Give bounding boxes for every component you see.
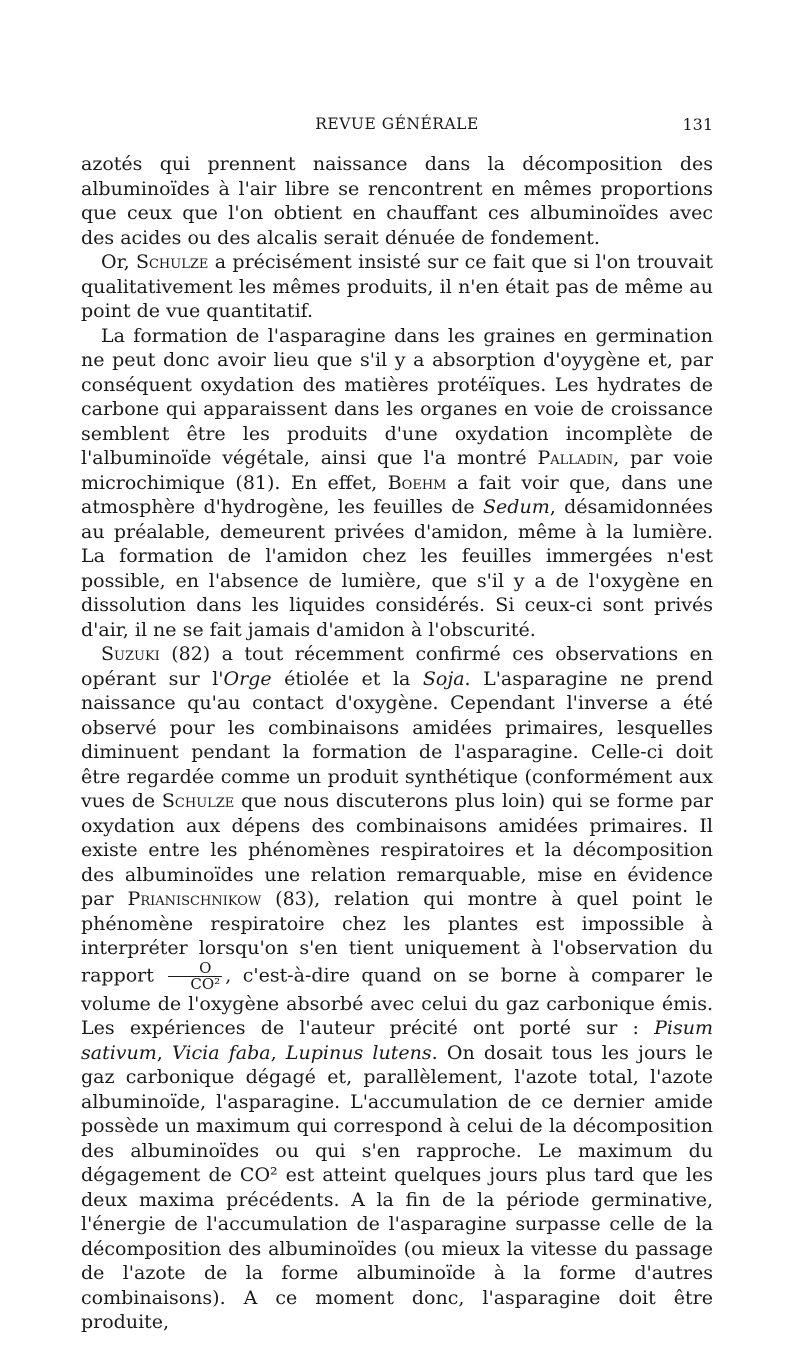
author-name: Schulze	[135, 251, 209, 273]
fraction-denominator: CO²	[190, 974, 221, 993]
paragraph-3-text-a: La formation de l'asparagine dans les graines en germination ne peut donc avoir lieu que s'il y a absorption d'oyygène et, par conséquent oxydation des matières protéïques. Les hydrates de carbone qui apparaissent dans les organes en voie de croissance semblent être les produits d'une oxydation incomplète de l'albuminoïde végétale, ainsi que l'a montré	[81, 324, 713, 469]
paragraph-4-text-i: . On dosait tous les jours le gaz carbonique dégagé et, parallèlement, l'azote total, l'azote albuminoïde, l'asparagine. L'accumulation de ce dernier amide possède un maximum qui correspond à celui de la décomposition des albuminoïdes ou qui s'en rapproche. Le maximum du dégagement de CO² est atteint quelques jours plus tard que les deux maxima précédents. A la fin de la période germinative, l'énergie de l'accumulation de l'asparagine surpasse celle de la décomposition des albuminoïdes (ou mieux la vitesse du passage de l'azote de la forme albuminoïde à la forme d'autres combinaisons). A ce moment donc, l'asparagine doit être produite,	[81, 1041, 713, 1333]
paragraph-1-text: azotés qui prennent naissance dans la décomposition des albuminoïdes à l'air libre se rencontrent en mêmes proportions que ceux que l'on obtient en chauffant ces albuminoïdes avec des acides ou des alcalis serait dénuée de fondement.	[81, 153, 713, 249]
paragraph-2-text-b: a précisément insisté sur ce fait que si l'on trouvait qualitativement les mêmes produits, il n'en était pas de même au point de vue quantitatif.	[81, 251, 713, 322]
paragraph-4-text-f: , c'est-à-dire quand on se borne à comparer le volume de l'oxygène absorbé avec celui du gaz carbonique émis. Les expériences de l'auteur précité ont porté sur :	[81, 964, 713, 1039]
page-header	[81, 115, 713, 137]
author-name: Palladin	[537, 447, 614, 469]
species-name: Orge	[223, 667, 272, 690]
paragraph-3	[81, 324, 713, 643]
paragraph-4-text-b: étiolée et la	[271, 667, 423, 690]
species-name: Lupinus lutens	[285, 1041, 432, 1064]
species-name: Pisum sativum	[81, 1017, 713, 1064]
paragraph-4-text-c: . L'asparagine ne prend naissance qu'au contact d'oxygène. Cependant l'inverse a été observé pour les combinaisons amidées primaires, lesquelles diminuent pendant la formation de l'asparagine. Celle-ci doit être regardée comme un produit synthétique (conformément aux vues de	[81, 667, 714, 812]
species-name: Soja	[422, 667, 465, 690]
fraction-numerator: O	[168, 961, 222, 977]
paragraph-4	[81, 642, 713, 1335]
paragraph-2	[81, 250, 713, 324]
author-name: Boehm	[387, 471, 447, 494]
species-name: Sedum	[483, 496, 550, 518]
species-name: Vicia faba	[172, 1041, 271, 1064]
paragraph-2-text-a: Or,	[101, 251, 136, 273]
page-number: 131	[682, 115, 713, 134]
paragraph-4-text-a: (82) a tout récemment confirmé ces observations en opérant sur l'	[81, 643, 713, 690]
paragraph-3-text-d: , désamidonnées au préalable, demeurent privées d'amidon, même à la lumière. La formation de l'amidon chez les feuilles immergées n'est possible, en l'absence de lumière, que s'il y a de l'oxygène en dissolution dans les liquides considérés. Si ceux-ci sont privés d'air, il ne se fait jamais d'amidon à l'obscurité.	[81, 496, 713, 641]
body-text	[81, 152, 713, 1335]
author-name: Suzuki	[101, 643, 160, 665]
author-name: Prianischnikow	[127, 888, 262, 910]
running-title: REVUE GÉNÉRALE	[315, 115, 479, 133]
author-name: Schulze	[161, 790, 235, 812]
paragraph-4-text-h: ,	[270, 1041, 286, 1064]
paragraph-1	[81, 152, 713, 250]
paragraph-3-text-c: a fait voir que, dans une atmosphère d'hydrogène, les feuilles de	[81, 471, 713, 518]
paragraph-3-text-b: , par voie microchimique (81). En effet,	[81, 447, 713, 494]
paragraph-4-text-g: ,	[156, 1041, 173, 1064]
paragraph-4-text-e: (83), relation qui montre à quel point le phénomène respiratoire chez les plantes est impossible à interpréter lorsqu'on s'en tient uniquement à l'observation du rapport	[81, 888, 713, 986]
ratio-fraction	[168, 958, 222, 993]
paragraph-4-text-d: que nous discuterons plus loin) qui se forme par oxydation aux dépens des combinaisons amidées primaires. Il existe entre les phénomènes respiratoires et la décomposition des albuminoïdes une relation remarquable, mise en évidence par	[81, 790, 714, 910]
